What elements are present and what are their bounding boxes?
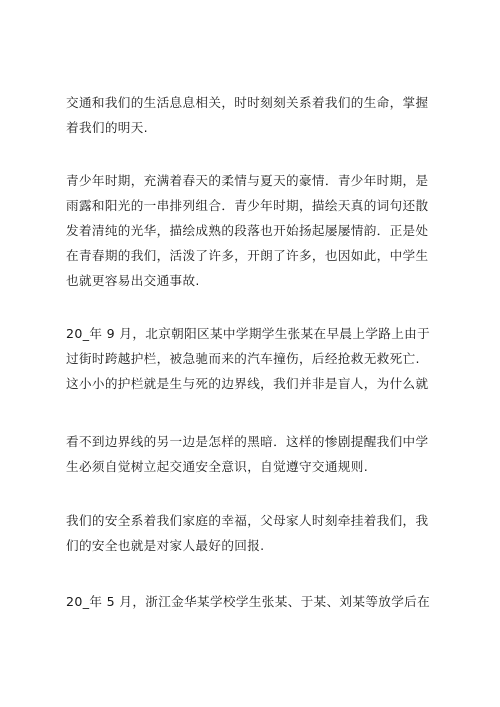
text-line: 看不到边界线的另一边是怎样的黑暗．这样的惨剧提醒我们中学 <box>66 434 429 449</box>
text-line: 们的安全也就是对家人最好的回报. <box>66 538 265 553</box>
text-line: 在青春期的我们，活泼了许多，开朗了许多，也因如此，中学生 <box>66 248 429 263</box>
text-line: 我们的安全系着我们家庭的幸福，父母家人时刻牵挂着我们，我 <box>66 513 429 528</box>
paragraph-traffic-intro <box>66 90 438 140</box>
text-line: 20_年 9 月，北京朝阳区某中学期学生张某在早晨上学路上由于 <box>66 326 431 341</box>
text-line: 这小小的护栏就是生与死的边界线，我们并非是盲人，为什么就 <box>66 376 429 391</box>
text-line: 发着清纯的光华，描绘成熟的段落也开始扬起屡屡情韵．正是处 <box>66 223 429 238</box>
text-line: 20_年 5 月，浙江金华某学校学生张某、于某、刘某等放学后在 <box>66 594 431 609</box>
paragraph-beijing-accident <box>66 321 438 396</box>
paragraph-zhejiang-accident <box>66 589 438 614</box>
text-line: 过街时跨越护栏，被急驰而来的汽车撞伤，后经抢救无救死亡. <box>66 351 420 366</box>
text-line: 生必须自觉树立起交通安全意识，自觉遵守交通规则. <box>66 459 369 474</box>
text-line: 雨露和阳光的一串排列组合．青少年时期，描绘天真的词句还散 <box>66 198 429 213</box>
paragraph-family-safety <box>66 508 438 558</box>
text-line: 也就更容易出交通事故. <box>66 273 200 288</box>
text-line: 着我们的明天. <box>66 120 149 135</box>
text-line: 交通和我们的生活息息相关，时时刻刻关系着我们的生命，掌握 <box>66 95 429 110</box>
text-line: 青少年时期，充满着春天的柔情与夏天的豪情．青少年时期，是 <box>66 173 429 188</box>
paragraph-youth <box>66 168 438 293</box>
paragraph-boundary <box>66 429 438 479</box>
